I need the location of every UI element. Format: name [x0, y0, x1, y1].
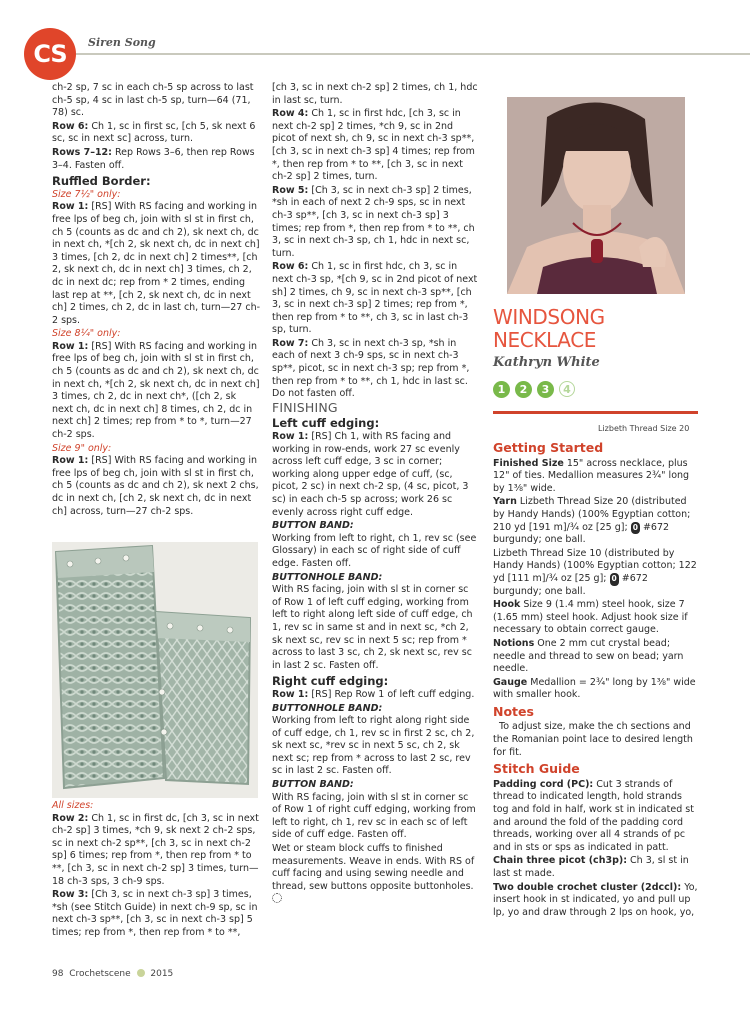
- button-band-text: Working from left to right, ch 1, rev sc (see Glossary) in each sc of right side of cuff edge. Fasten off.: [272, 532, 477, 569]
- getting-started-column: [493, 438, 698, 920]
- getting-started-heading: Getting Started: [493, 440, 604, 455]
- row-2: Row 2: Ch 1, sc in first dc, [ch 3, sc in next ch-2 sp] 3 times, *ch 9, sk next 2 ch-2 sps, sc in next ch-2 sp**, [ch 3, sc in next ch-2 sp] 6 times; rep from *, then rep from * to **, [ch 3, sc in next ch-2 sp] 3 times, turn—18 ch-3 sps, 3 ch-9 sps.: [52, 812, 259, 887]
- two-dc-cluster: Two double crochet cluster (2dccl): Yo, insert hook in st indicated, yo and pull up lp, yo and draw through 2 lps on hook, yo,: [493, 881, 698, 918]
- button-band-heading: BUTTON BAND:: [272, 779, 354, 791]
- skill-level: [493, 381, 575, 398]
- pattern-title: WINDSONG NECKLACE: [493, 305, 605, 352]
- lace-cuffs-photo: [52, 542, 258, 798]
- skill-level-3: 3: [537, 381, 554, 398]
- issue-year: 2015: [150, 969, 174, 979]
- row-6: Row 6: Ch 1, sc in first sc, [ch 5, sk next 6 sc, sc in next sc] across, turn.: [52, 120, 256, 145]
- sidebar-rule: [493, 411, 698, 414]
- notions: Notions One 2 mm cut crystal bead; needle and thread to sew on bead; yarn needle.: [493, 637, 684, 675]
- running-title: Siren Song: [88, 36, 156, 49]
- magazine-logo: CS: [24, 28, 76, 80]
- yarn-2: Lizbeth Thread Size 10 (distributed by Handy Hands) (100% Egyptian cotton; 122 yd [111 m]/¾ oz [25 g]; 0 #672 burgundy; one ball.: [493, 547, 697, 597]
- size-row: Row 1: [RS] With RS facing and working in free lps of beg ch, join with sl st in first ch, ch 5 (counts as dc and ch 2), sk next 2 chs, dc in next ch, [ch 2, sk next ch, dc in next ch] across, turn—27 ch-2 sps.: [52, 455, 259, 517]
- size-label: Size 7½" only:: [52, 188, 121, 200]
- right-cuff-row: Row 1: [RS] Rep Row 1 of left cuff edging.: [272, 688, 475, 700]
- notes-heading: Notes: [493, 703, 534, 719]
- model-photo: [507, 97, 685, 294]
- finished-size: Finished Size 15" across necklace, plus 12" of ties. Medallion measures 2¾" long by 1⅜" wide.: [493, 457, 690, 494]
- designer-name: Kathryn White: [493, 355, 600, 370]
- row-5: Row 5: [Ch 3, sc in next ch-3 sp] 2 times, *sh in each of next 2 ch-9 sps, sc in next ch-3 sp**, [ch 3, sc in next ch-3 sp] 3 times; rep from *, then rep from * to **, ch 3, sc in next ch-3 sp, ch 1, hdc in next sc, turn.: [272, 184, 475, 259]
- button-band-text: With RS facing, join with sl st in corner sc of Row 1 of right cuff edging, working from left to right, ch 1, rev sc in each sc of left side of cuff edge. Fasten off.: [272, 791, 476, 841]
- skill-level-1: 1: [493, 381, 510, 398]
- all-sizes-label: All sizes:: [52, 800, 94, 811]
- size-row: Row 1: [RS] With RS facing and working in free lps of beg ch, join with sl st in first ch, ch 5 (counts as dc and ch 2), sk next ch, dc in next ch, *[ch 2, sk next ch, dc in next ch] 3 times, [ch 2, dc in next ch] 2 times**, [ch 2, sk next ch, dc in next ch] 3 times, ch 2, dc in next dc; rep from * 2 times, ending last rep at **, [ch 2, sk next ch, dc in next ch] 2 times, ch 2, dc in last ch, turn—27 ch-2 sps.: [52, 201, 261, 326]
- thread-label: Lizbeth Thread Size 20: [598, 424, 690, 433]
- stitch-guide-heading: Stitch Guide: [493, 761, 580, 777]
- size-label: Size 8¼" only:: [52, 328, 121, 340]
- weight-badge-icon: 0: [631, 522, 640, 535]
- buttonhole-band-heading: BUTTONHOLE BAND:: [272, 702, 383, 714]
- size-label: Size 9" only:: [52, 442, 112, 454]
- ruffled-border-heading: Ruffled Border:: [52, 174, 151, 189]
- left-cuff-heading: Left cuff edging:: [272, 416, 380, 431]
- gauge: Gauge Medallion = 2¾" long by 1⅜" wide with smaller hook.: [493, 676, 696, 701]
- skill-level-2: 2: [515, 381, 532, 398]
- row-6: Row 6: Ch 1, sc in first hdc, ch 3, sc in next ch-3 sp, *[ch 9, sc in 2nd picot of next sh] 2 times, ch 9, sc in next ch-3 sp**, [ch 3, sc in next ch-3 sp] 2 times; rep from *, then rep from * to **, ch 3, sc in last ch-3 sp, turn.: [272, 261, 478, 336]
- row-7: Row 7: Ch 3, sc in next ch-3 sp, *sh in each of next 3 ch-9 sps, sc in next ch-3 sp**, picot, sc in next ch-3 sp; rep from *, then rep from * to **, ch 1, hdc in last sc. Do not fasten off.: [272, 337, 470, 400]
- lace-cuffs-illustration: [52, 542, 258, 798]
- notes-text: To adjust size, make the ch sections and the Romanian point lace to desired length for fit.: [493, 721, 693, 758]
- rows-7-12: Rows 7–12: Rep Rows 3–6, then rep Rows 3–4. Fasten off.: [52, 146, 255, 171]
- paragraph: [ch 3, sc in next ch-2 sp] 2 times, ch 1, hdc in last sc, turn.: [272, 82, 478, 106]
- header-rule: [76, 53, 750, 55]
- buttonhole-band-text: Working from left to right along right side of cuff edge, ch 1, rev sc in first 2 sc, ch 2, sk next sc, *rev sc in next 5 sc, ch 2, sk next sc; rep from * across to last 2 sc, rev sc in last 2 sc. Fasten off.: [272, 715, 475, 777]
- padding-cord: Padding cord (PC): Cut 3 strands of thread to indicated length, hold strands tog and fold in half, work st in indicated st and around the fold of the padding cord threads, working over all 4 strands of pc and in sts or sps as indicated in patt.: [493, 778, 694, 853]
- buttonhole-band-heading: BUTTONHOLE BAND:: [272, 571, 383, 583]
- row-4: Row 4: Ch 1, sc in first hdc, [ch 3, sc in next ch-2 sp] 2 times, *ch 9, sc in 2nd picot of next sh, ch 9, sc in next ch-3 sp**, [ch 3, sc in next ch-3 sp] 4 times; rep from *, then rep from * to **, [ch 3, sc in next ch-2 sp] 2 times, turn.: [272, 108, 475, 183]
- end-mark-icon: [272, 893, 282, 903]
- page-footer: [52, 969, 173, 979]
- page-number: 98: [52, 969, 64, 979]
- weight-badge-icon: 0: [610, 573, 619, 586]
- footer-dot-icon: [137, 969, 145, 977]
- buttonhole-band-text: With RS facing, join with sl st in corner sc of Row 1 of left cuff edging, working from left to right along left side of cuff edge, ch 1, rev sc in same st and in next sc, *ch 2, sk next sc, rev sc in next 5 sc; rep from * across to last 3 sc, ch 2, sk next sc, rev sc in last 2 sc. Fasten off.: [272, 584, 473, 671]
- yarn: Yarn Lizbeth Thread Size 20 (distributed by Handy Hands) (100% Egyptian cotton; 210 yd [191 m]/¾ oz [25 g]; 0 #672 burgundy; one ball.: [493, 496, 691, 546]
- column-1: [52, 82, 260, 519]
- right-cuff-heading: Right cuff edging:: [272, 674, 389, 689]
- chain-three-picot: Chain three picot (ch3p): Ch 3, sl st in last st made.: [493, 855, 689, 879]
- skill-level-4: 4: [559, 381, 575, 397]
- column-2: [272, 82, 479, 907]
- paragraph: ch-2 sp, 7 sc in each ch-5 sp across to last ch-5 sp, 4 sc in last ch-5 sp, turn—64 (71, 78) sc.: [52, 82, 254, 119]
- closing-paragraph: Wet or steam block cuffs to finished measurements. Weave in ends. With RS of cuff facing and using sewing needle and thread, sew buttons opposite buttonholes.: [272, 843, 479, 906]
- column-1-continued: [52, 800, 260, 941]
- row-3: Row 3: [Ch 3, sc in next ch-3 sp] 3 times, *sh (see Stitch Guide) in next ch-9 sp, sc in next ch-3 sp**, [ch 3, sc in next ch-3 sp] 5 times; rep from *, then rep from * to **,: [52, 889, 258, 938]
- button-band-heading: BUTTON BAND:: [272, 520, 354, 532]
- left-cuff-row: Row 1: [RS] Ch 1, with RS facing and working in row-ends, work 27 sc evenly across left cuff edge, 3 sc in corner; working along upper edge of cuff, (sc, picot, 2 sc) in next ch-2 sp, (4 sc, picot, 3 sc) in each ch-5 sp across; work 26 sc evenly across right cuff edge.: [272, 431, 469, 518]
- size-row: Row 1: [RS] With RS facing and working in free lps of beg ch, join with sl st in first ch, ch 5 (counts as dc and ch 2), sk next ch, dc in next ch, *[ch 2, sk next ch, dc in next ch] 3 times, ch 2, dc in next ch*, ([ch 2, sk next ch, dc in next ch] 8 times, ch 2, dc in next ch] 2 times; rep from * to *, turn—27 ch-2 sps.: [52, 340, 260, 441]
- model-illustration: [507, 97, 685, 294]
- finishing-heading: FINISHING: [272, 399, 338, 415]
- hook: Hook Size 9 (1.4 mm) steel hook, size 7 (1.65 mm) steel hook. Adjust hook size if necessary to obtain correct gauge.: [493, 599, 688, 636]
- magazine-name: Crochetscene: [69, 969, 131, 979]
